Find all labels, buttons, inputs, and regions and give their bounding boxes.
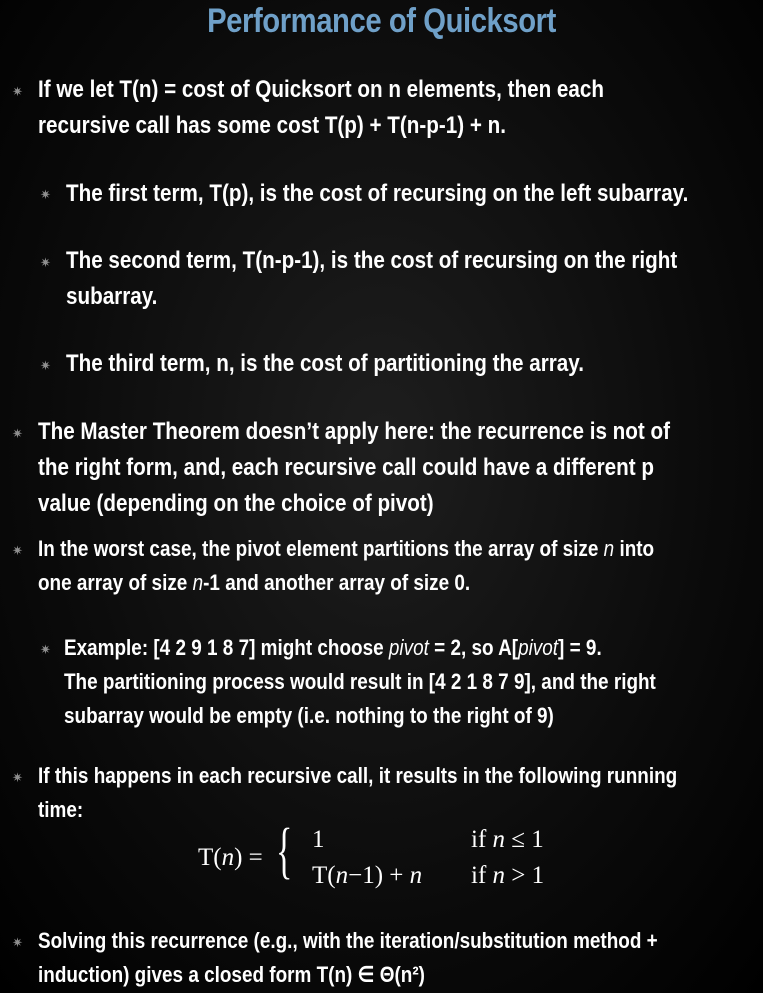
bullet-line <box>64 631 656 665</box>
text-segment: ] = 9. <box>558 635 602 660</box>
bullet-line: The second term, T(n-p-1), is the cost of recursing on the right <box>66 247 678 274</box>
bullet-line: the right form, and, each recursive call could have a different p <box>38 454 654 481</box>
bullet-line: The partitioning process would result in [4 2 1 8 7 9], and the right <box>64 669 656 694</box>
sub-bullet-first-term <box>66 176 688 212</box>
bullet-line: The Master Theorem doesn’t apply here: the recurrence is not of <box>38 418 670 445</box>
math-variable: n <box>492 826 506 853</box>
text-segment: = 2, so A[ <box>428 635 519 660</box>
bullet-star-icon: ✷ <box>12 426 23 441</box>
bullet-line <box>38 532 654 566</box>
bullet-line: subarray would be empty (i.e. nothing to the right of 9) <box>64 703 554 728</box>
formula-text: ) = <box>234 844 263 871</box>
bullet-master-theorem <box>38 414 670 522</box>
bullet-star-icon: ✷ <box>12 770 23 785</box>
formula-lhs <box>198 844 263 872</box>
slide-title: Performance of Quicksort <box>207 2 556 40</box>
formula-brace: { <box>276 817 293 885</box>
sub-bullet-third-term <box>66 346 584 382</box>
bullet-line: The third term, n, is the cost of partitioning the array. <box>66 350 584 377</box>
math-variable: n <box>409 862 423 889</box>
formula-case2-value <box>312 862 422 890</box>
formula-text: −1) + <box>348 862 410 889</box>
bullet-worst-case <box>38 532 654 600</box>
formula-text: T( <box>312 862 336 889</box>
recurrence-formula <box>198 818 578 898</box>
bullet-line: induction) gives a closed form T(n) ∈ Θ(n²) <box>38 962 425 987</box>
bullet-line: subarray. <box>66 283 158 310</box>
bullet-cost-definition <box>38 72 604 144</box>
formula-case2-condition <box>471 862 544 890</box>
text-segment: into <box>614 536 655 561</box>
formula-text: ≤ 1 <box>505 826 544 853</box>
math-variable: n <box>603 536 615 561</box>
sub-bullet-star-icon: ✷ <box>40 187 51 202</box>
text-segment: one array of size <box>38 570 193 595</box>
bullet-closed-form <box>38 924 658 992</box>
formula-text: if <box>471 826 493 853</box>
bullet-line: Solving this recurrence (e.g., with the iteration/substitution method + <box>38 928 658 953</box>
bullet-line: time: <box>38 797 84 822</box>
formula-text: > 1 <box>505 862 545 889</box>
text-segment: -1 and another array of size 0. <box>203 570 471 595</box>
sub-bullet-star-icon: ✷ <box>40 255 51 270</box>
math-variable: pivot <box>388 635 429 660</box>
math-variable: n <box>221 844 235 871</box>
sub-bullet-star-icon: ✷ <box>40 642 51 657</box>
bullet-line: value (depending on the choice of pivot) <box>38 490 434 517</box>
bullet-star-icon: ✷ <box>12 935 23 950</box>
bullet-line: If we let T(n) = cost of Quicksort on n elements, then each <box>38 76 604 103</box>
formula-case1-value: 1 <box>312 826 325 853</box>
sub-bullet-star-icon: ✷ <box>40 358 51 373</box>
sub-bullet-example <box>64 631 656 733</box>
bullet-line: recursive call has some cost T(p) + T(n-p-1) + n. <box>38 112 506 139</box>
formula-text: if <box>471 862 493 889</box>
bullet-line: The first term, T(p), is the cost of recursing on the left subarray. <box>66 180 689 207</box>
bullet-line: If this happens in each recursive call, it results in the following running <box>38 763 678 788</box>
math-variable: n <box>335 862 349 889</box>
sub-bullet-second-term <box>66 243 677 315</box>
bullet-star-icon: ✷ <box>12 543 23 558</box>
math-variable: n <box>492 862 506 889</box>
formula-text: T( <box>198 844 222 871</box>
formula-case1-condition <box>471 826 544 854</box>
text-segment: Example: [4 2 9 1 8 7] might choose <box>64 635 389 660</box>
bullet-recursive-call <box>38 759 677 827</box>
bullet-star-icon: ✷ <box>12 84 23 99</box>
math-variable: pivot <box>518 635 559 660</box>
bullet-line <box>38 566 654 600</box>
text-segment: In the worst case, the pivot element partitions the array of size <box>38 536 604 561</box>
math-variable: n <box>192 570 204 595</box>
